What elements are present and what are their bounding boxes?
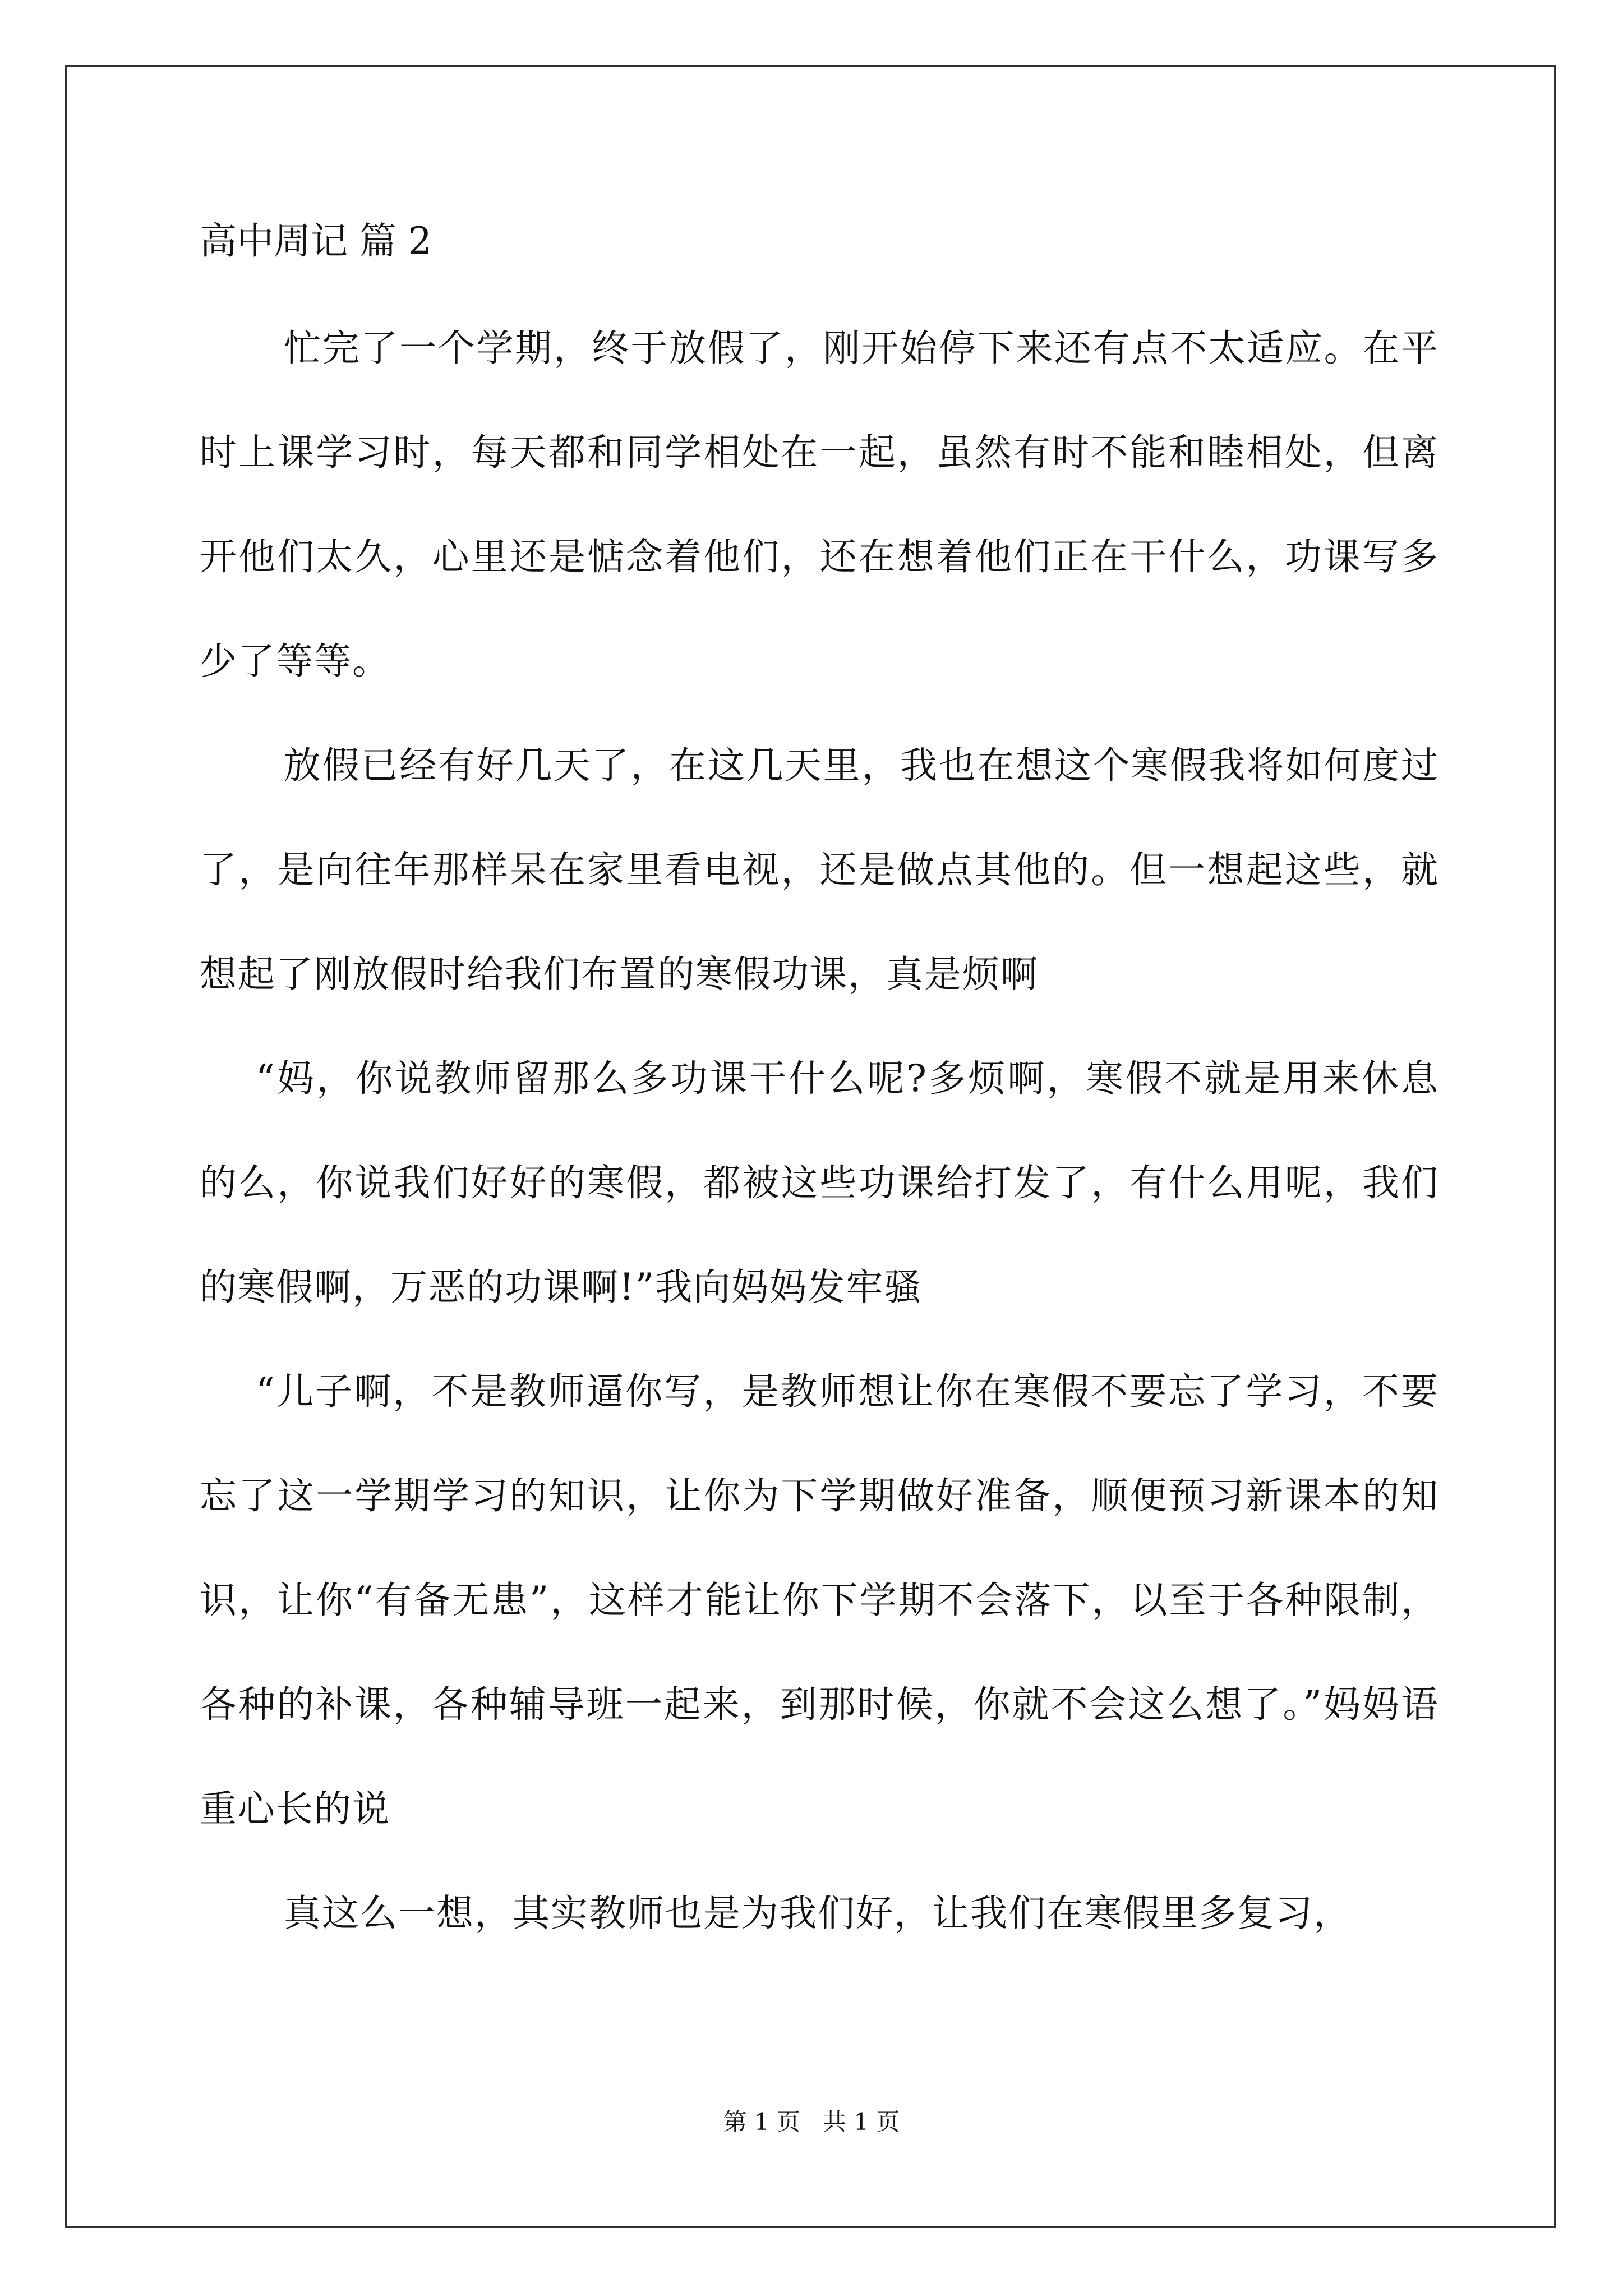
page-footer <box>0 2104 1623 2137</box>
paragraph-3: “妈，你说教师留那么多功课干什么呢?多烦啊，寒假不就是用来休息的么，你说我们好好的寒假，都被这些功课给打发了，有什么用呢，我们的寒假啊，万恶的功课啊!”我向妈妈发牢骚 <box>200 1057 1439 1309</box>
page-number-current: 第 1 页 <box>723 2108 800 2136</box>
paragraph-1: 忙完了一个学期，终于放假了，刚开始停下来还有点不太适应。在平时上课学习时，每天都和同学相处在一起，虽然有时不能和睦相处，但离开他们太久，心里还是惦念着他们，还在想着他们正在干什么，功课写多少了等等。 <box>200 326 1439 683</box>
paragraph-4: “儿子啊，不是教师逼你写，是教师想让你在寒假不要忘了学习，不要忘了这一学期学习的知识，让你为下学期做好准备，顺便预习新课本的知识，让你“有备无患”，这样才能让你下学期不会落下，以至于各种限制，各种的补课，各种辅导班一起来，到那时候，你就不会这么想了。”妈妈语重心长的说 <box>200 1370 1439 1830</box>
document-body <box>200 219 1439 1966</box>
paragraph-5: 真这么一想，其实教师也是为我们好，让我们在寒假里多复习， <box>284 1892 1352 1935</box>
page-number-total: 共 1 页 <box>823 2108 900 2136</box>
document-title: 高中周记 篇 2 <box>200 219 432 263</box>
paragraph-2: 放假已经有好几天了，在这几天里，我也在想这个寒假我将如何度过了，是向往年那样呆在家里看电视，还是做点其他的。但一想起这些，就想起了刚放假时给我们布置的寒假功课，真是烦啊 <box>200 744 1439 996</box>
